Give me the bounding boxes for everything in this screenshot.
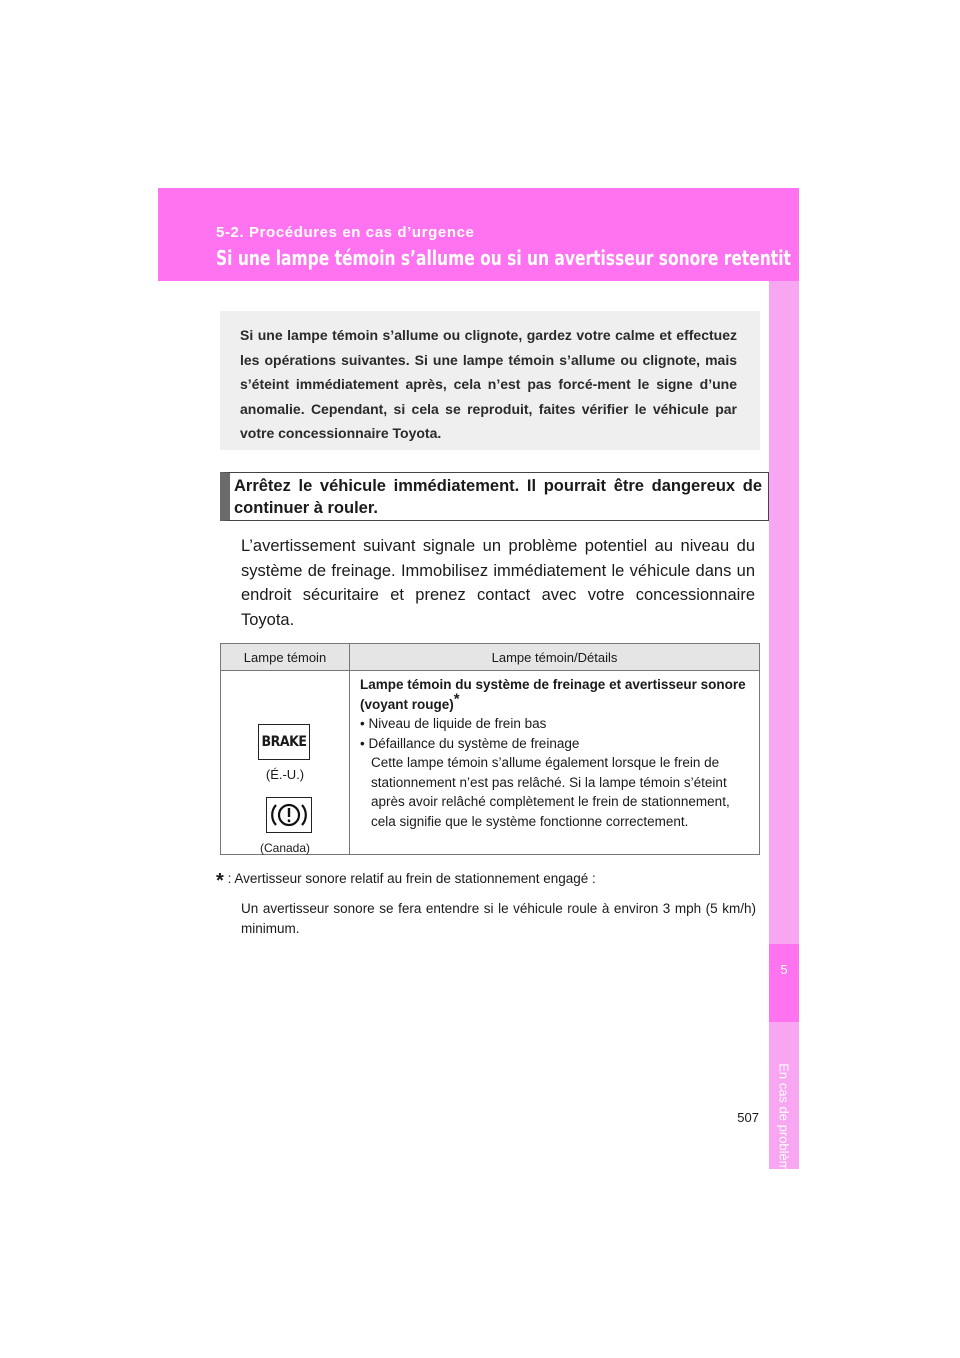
footnote-mark: * xyxy=(453,690,460,707)
body-text: L’avertissement suivant signale un problème potentiel au niveau du système de freinage. Immobilisez immédiatement le véhicule dans un endroit sécuritaire et prenez contact avec votre concessionnaire Toyota. xyxy=(241,537,755,629)
footnote-label xyxy=(216,870,596,893)
page-number: 507 xyxy=(737,1110,759,1125)
warning-heading-box xyxy=(220,472,769,521)
chapter-number: 5 xyxy=(780,962,788,977)
detail-note: Cette lampe témoin s’allume également lorsque le frein de stationnement n’est pas relâché. Si la lampe témoin s’éteint après avoir relâché complètement le frein de stationnement, cela signifie que le système fonctionne correctement. xyxy=(371,755,730,829)
detail-bullet: • Niveau de liquide de frein bas xyxy=(360,716,547,731)
warning-heading: Arrêtez le véhicule immédiatement. Il pourrait être dangereux de continuer à rouler. xyxy=(234,477,762,517)
footnote-label-text: : Avertisseur sonore relatif au frein de stationnement engagé : xyxy=(227,871,596,886)
brake-warning-icon: BRAKE xyxy=(258,724,310,760)
intro-box xyxy=(220,311,760,450)
details-title xyxy=(360,675,751,714)
lamp-details-cell xyxy=(350,671,760,855)
table-header-details: Lampe témoin/Détails xyxy=(350,644,760,671)
footnote-star: * xyxy=(216,870,224,892)
footnote-text: Un avertisseur sonore se fera entendre si le véhicule roule à environ 3 mph (5 km/h) minimum. xyxy=(241,901,756,936)
chapter-label: En cas de problème xyxy=(776,1063,792,1179)
table-header-lamp: Lampe témoin xyxy=(221,644,350,671)
brake-warning-canada-icon xyxy=(266,797,312,833)
details-title-text: Lampe témoin du système de freinage et avertisseur sonore (voyant rouge) xyxy=(360,677,746,712)
table-row xyxy=(221,671,760,855)
detail-bullet: • Défaillance du système de freinage xyxy=(360,735,580,751)
section-label: 5-2. Procédures en cas d’urgence xyxy=(216,224,475,241)
page-title: Si une lampe témoin s’allume ou si un avertisseur sonore retentit xyxy=(216,246,791,270)
intro-text: Si une lampe témoin s’allume ou clignote, gardez votre calme et effectuez les opérations suivantes. Si une lampe témoin s’allume ou clignote, mais s’éteint immédiatement après, cela n’est pas forcé-ment le signe d’une anomalie. Cependant, si cela se reproduit, faites vérifier le véhicule par votre concessionnaire Toyota. xyxy=(240,327,737,441)
icon-caption-canada: (Canada) xyxy=(259,841,311,855)
table-header-row xyxy=(221,644,760,671)
chapter-side-tab[interactable] xyxy=(769,281,799,1179)
page-header xyxy=(158,188,799,281)
icon-caption-usa: (É.-U.) xyxy=(265,767,305,782)
lamp-icon-cell xyxy=(221,671,350,855)
chapter-number-block xyxy=(769,944,799,1022)
warning-lamp-table xyxy=(220,643,760,855)
